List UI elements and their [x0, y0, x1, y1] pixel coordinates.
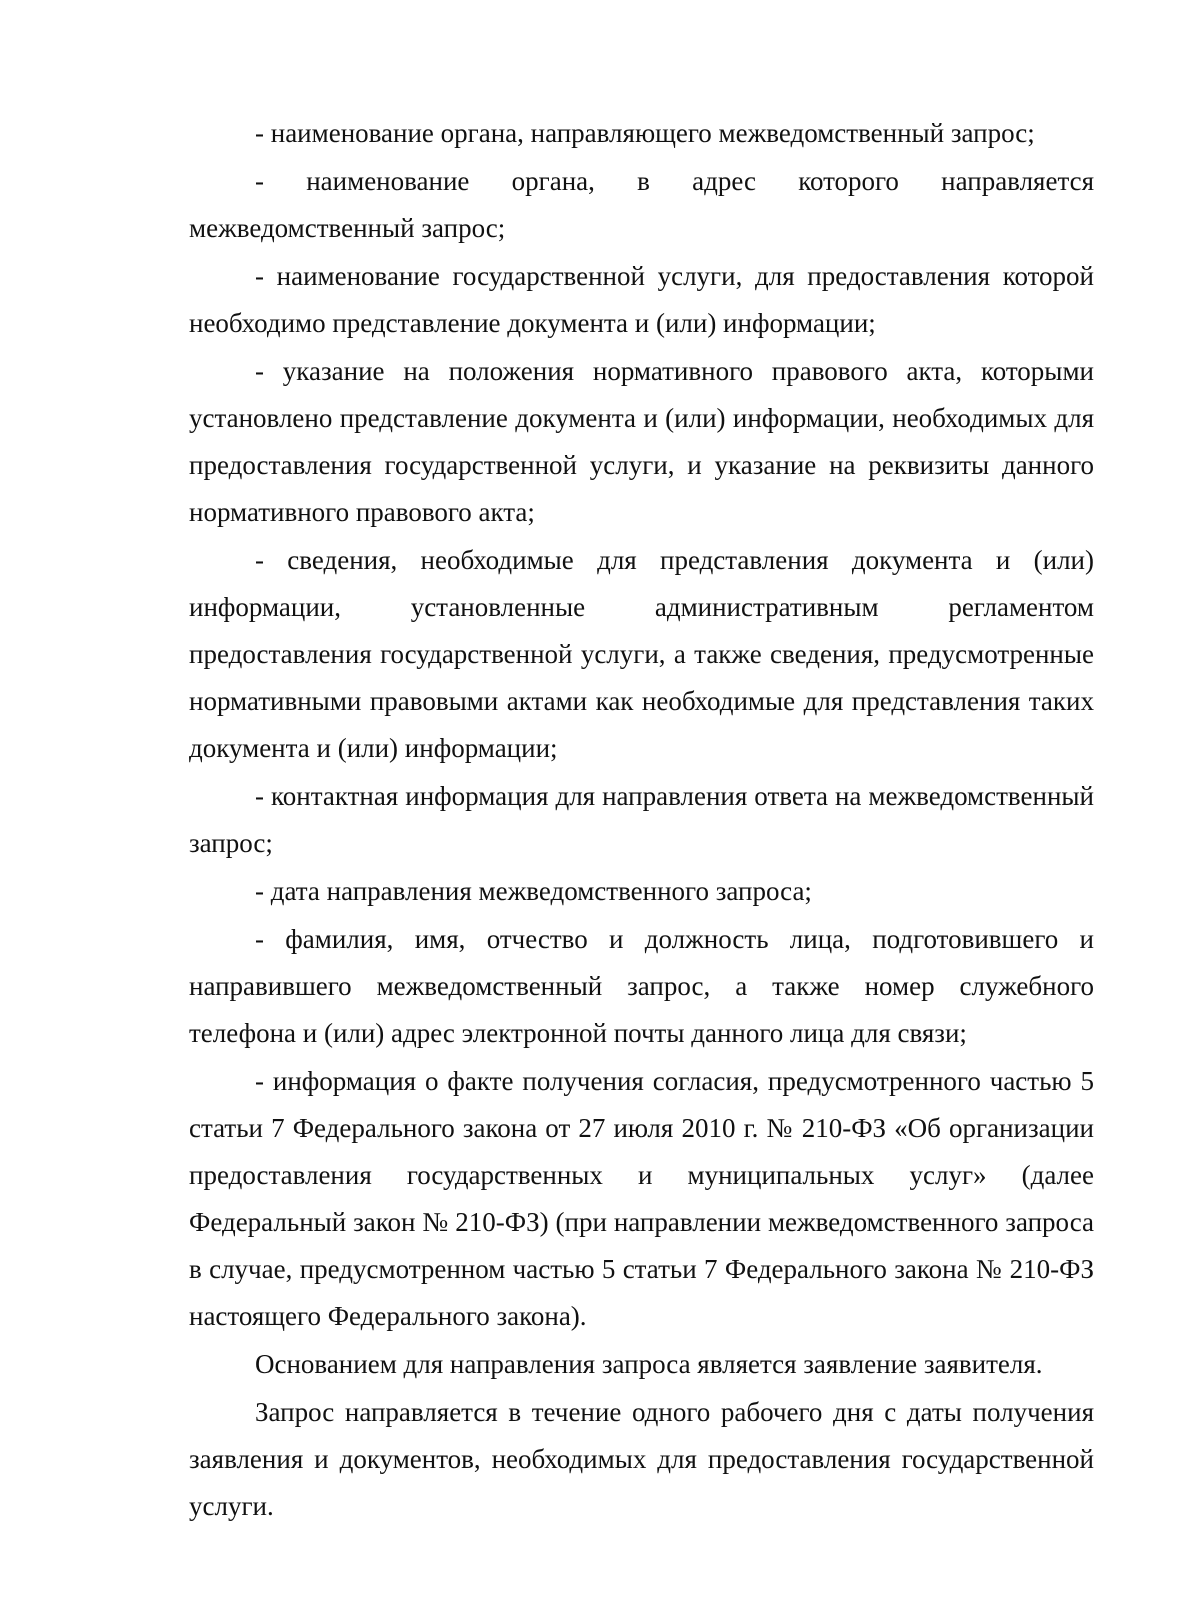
paragraph-request-deadline: Запрос направляется в течение одного рабочего дня с даты получения заявления и документов, необходимых для предоставления государственной услуги. — [189, 1397, 1094, 1521]
paragraph-consent-info: - информация о факте получения согласия, предусмотренного частью 5 статьи 7 Федерального закона от 27 июля 2010 г. № 210-ФЗ «Об организации предоставления государственных и муниципальных услуг» (далее Федеральный закон № 210-ФЗ) (при направлении межведомственного запроса в случае, предусмотренном частью 5 статьи 7 Федерального закона № 210-ФЗ настоящего Федерального закона). — [189, 1066, 1094, 1331]
document-body — [189, 110, 1094, 1531]
paragraph-request-basis: Основанием для направления запроса является заявление заявителя. — [255, 1349, 1043, 1379]
paragraph-service-name: - наименование государственной услуги, для предоставления которой необходимо представление документа и (или) информации; — [189, 261, 1094, 338]
paragraph-request-date: - дата направления межведомственного запроса; — [255, 876, 812, 906]
paragraph-responsible-person: - фамилия, имя, отчество и должность лица, подготовившего и направившего межведомственный запрос, а также номер служебного телефона и (или) адрес электронной почты данного лица для связи; — [189, 924, 1094, 1048]
paragraph-addressee-body: - наименование органа, в адрес которого направляется межведомственный запрос; — [189, 166, 1094, 243]
paragraph-required-info: - сведения, необходимые для представления документа и (или) информации, установленные административным регламентом предоставления государственной услуги, а также сведения, предусмотренные нормативными правовыми актами как необходимые для представления таких документа и (или) информации; — [189, 545, 1094, 763]
paragraph-legal-act: - указание на положения нормативного правового акта, которыми установлено представление документа и (или) информации, необходимых для предоставления государственной услуги, и указание на реквизиты данного нормативного правового акта; — [189, 356, 1094, 527]
paragraph-contact-info: - контактная информация для направления ответа на межведомственный запрос; — [189, 781, 1094, 858]
paragraph-requesting-body: - наименование органа, направляющего межведомственный запрос; — [255, 118, 1035, 148]
